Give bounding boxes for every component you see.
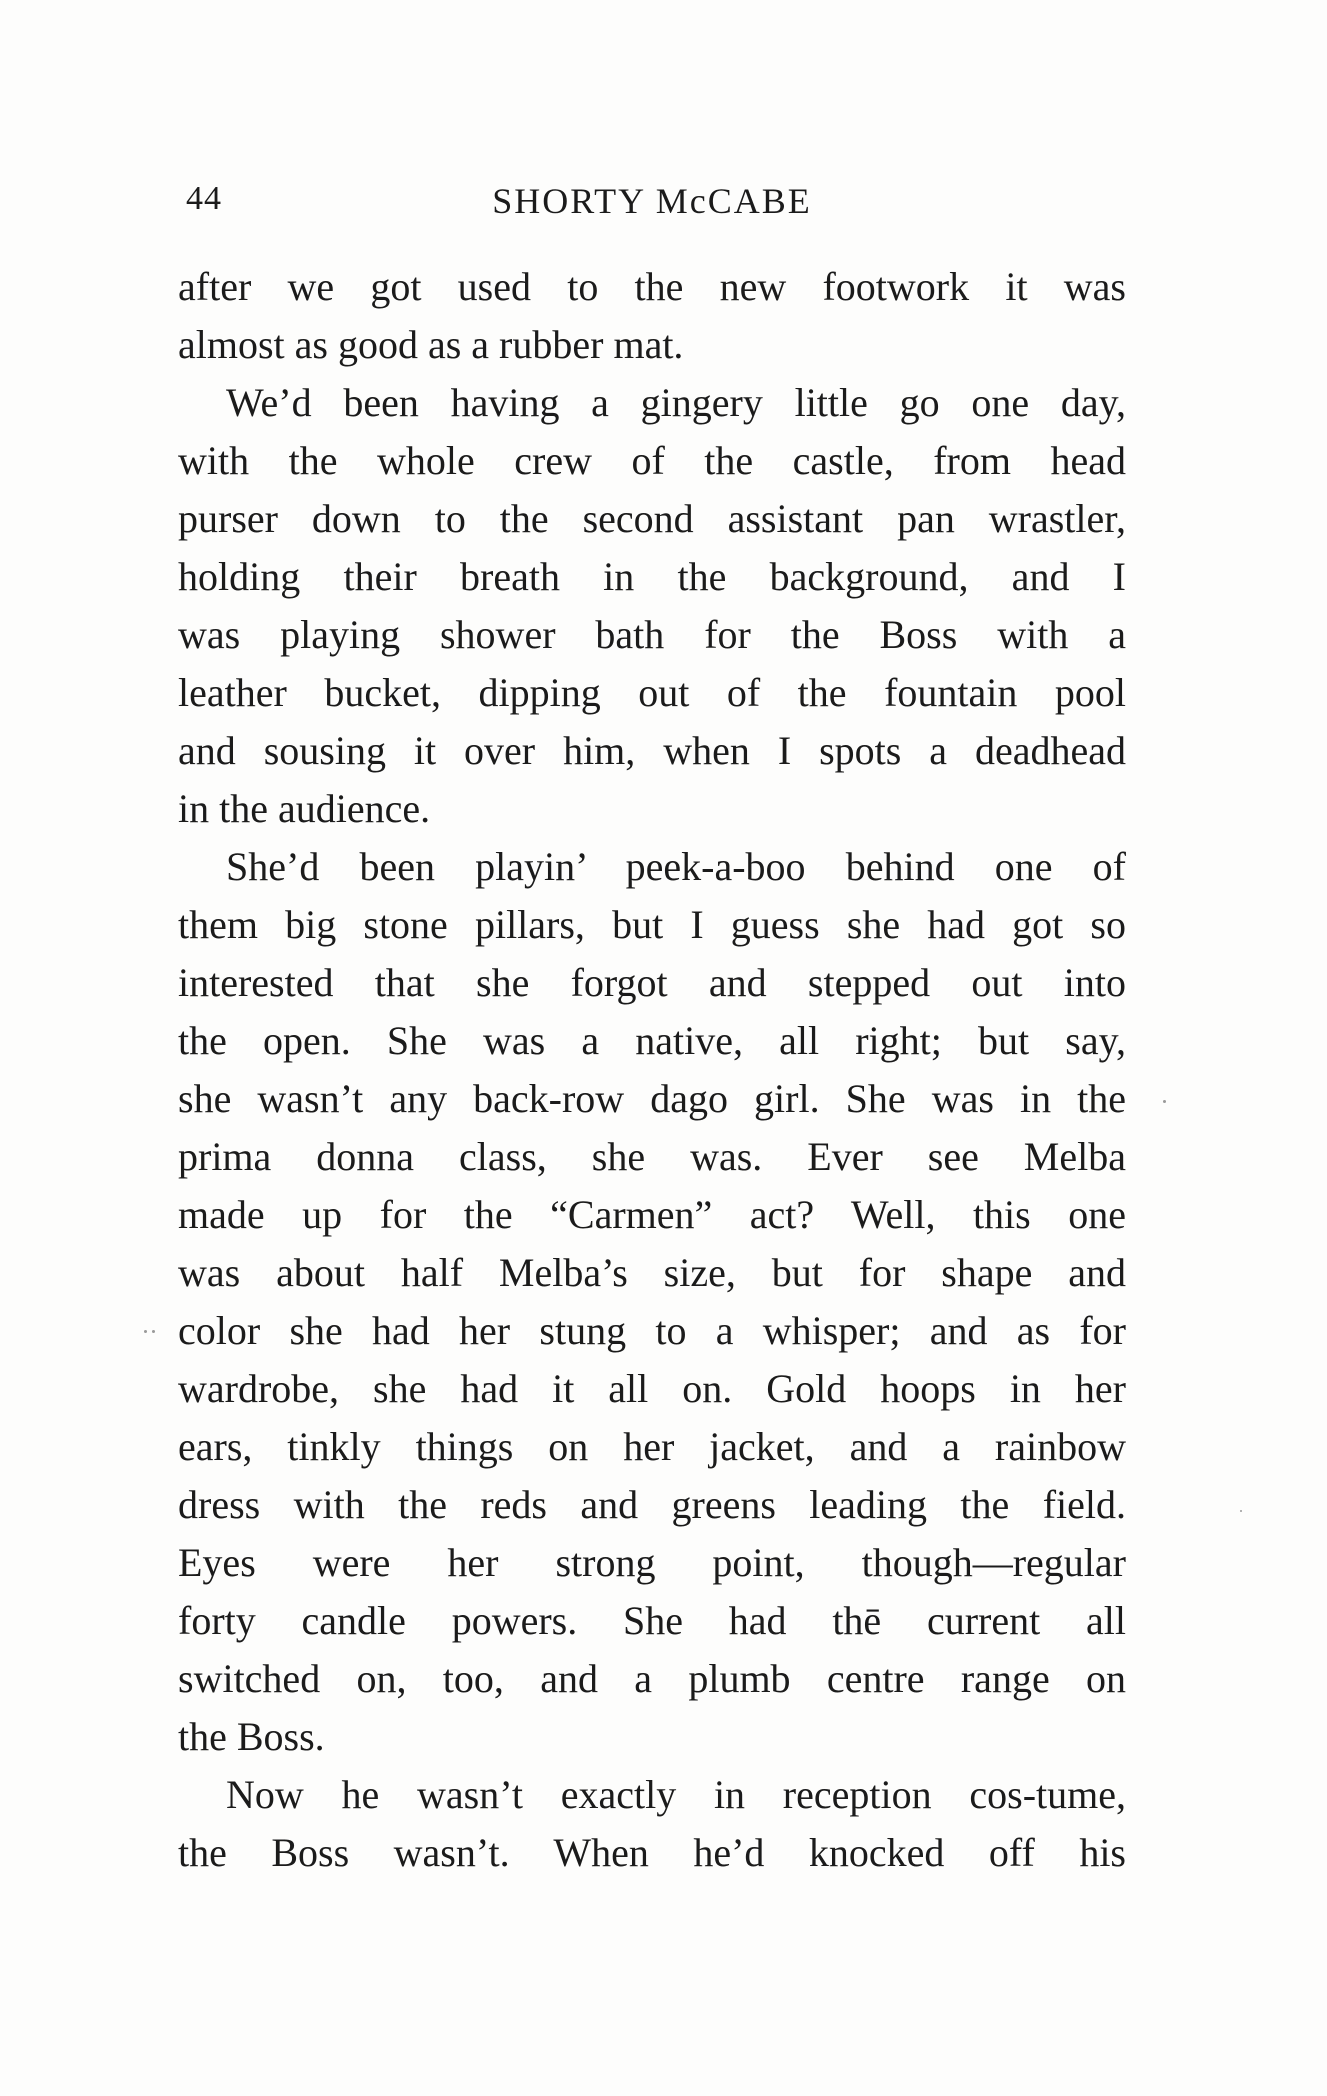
text-line: leather bucket, dipping out of the fountain pool <box>178 670 1126 715</box>
text-line: She’d been playin’ peek-a-boo behind one of <box>226 844 1126 889</box>
running-title: SHORTY McCABE <box>492 181 812 221</box>
scan-speck <box>144 1330 147 1333</box>
text-line: in the audience. <box>178 786 431 831</box>
text-line: almost as good as a rubber mat. <box>178 322 684 367</box>
scan-speck <box>1163 1100 1166 1103</box>
text-line: the Boss wasn’t. When he’d knocked off his <box>178 1830 1126 1875</box>
text-line: prima donna class, she was. Ever see Melba <box>178 1134 1126 1179</box>
text-line: the Boss. <box>178 1714 325 1759</box>
text-line: was about half Melba’s size, but for shape and <box>178 1250 1126 1295</box>
text-line: purser down to the second assistant pan wrastler, <box>178 496 1126 541</box>
page-number: 44 <box>186 180 222 217</box>
running-head <box>178 180 1126 230</box>
text-line: made up for the “Carmen” act? Well, this one <box>178 1192 1126 1237</box>
text-line: holding their breath in the background, and I <box>178 554 1126 599</box>
text-line: and sousing it over him, when I spots a deadhead <box>178 728 1126 773</box>
text-line: with the whole crew of the castle, from head <box>178 438 1126 483</box>
body-text <box>178 258 1126 1882</box>
text-line: interested that she forgot and stepped out into <box>178 960 1126 1005</box>
text-line: Now he wasn’t exactly in reception cos-tume, <box>226 1772 1126 1817</box>
text-line: ears, tinkly things on her jacket, and a rainbow <box>178 1424 1126 1469</box>
scan-speck <box>1240 1510 1242 1512</box>
text-line: switched on, too, and a plumb centre range on <box>178 1656 1126 1701</box>
text-line: them big stone pillars, but I guess she had got so <box>178 902 1126 947</box>
text-line: the open. She was a native, all right; but say, <box>178 1018 1126 1063</box>
text-line: wardrobe, she had it all on. Gold hoops in her <box>178 1366 1126 1411</box>
text-line: after we got used to the new footwork it was <box>178 264 1126 309</box>
text-line: color she had her stung to a whisper; and as for <box>178 1308 1126 1353</box>
text-line: forty candle powers. She had thē current all <box>178 1598 1126 1643</box>
scan-speck <box>152 1330 155 1333</box>
text-line: was playing shower bath for the Boss with a <box>178 612 1126 657</box>
text-line: she wasn’t any back-row dago girl. She was in the <box>178 1076 1126 1121</box>
text-line: We’d been having a gingery little go one day, <box>226 380 1126 425</box>
text-line: Eyes were her strong point, though—regular <box>178 1540 1126 1585</box>
text-line: dress with the reds and greens leading the field. <box>178 1482 1126 1527</box>
